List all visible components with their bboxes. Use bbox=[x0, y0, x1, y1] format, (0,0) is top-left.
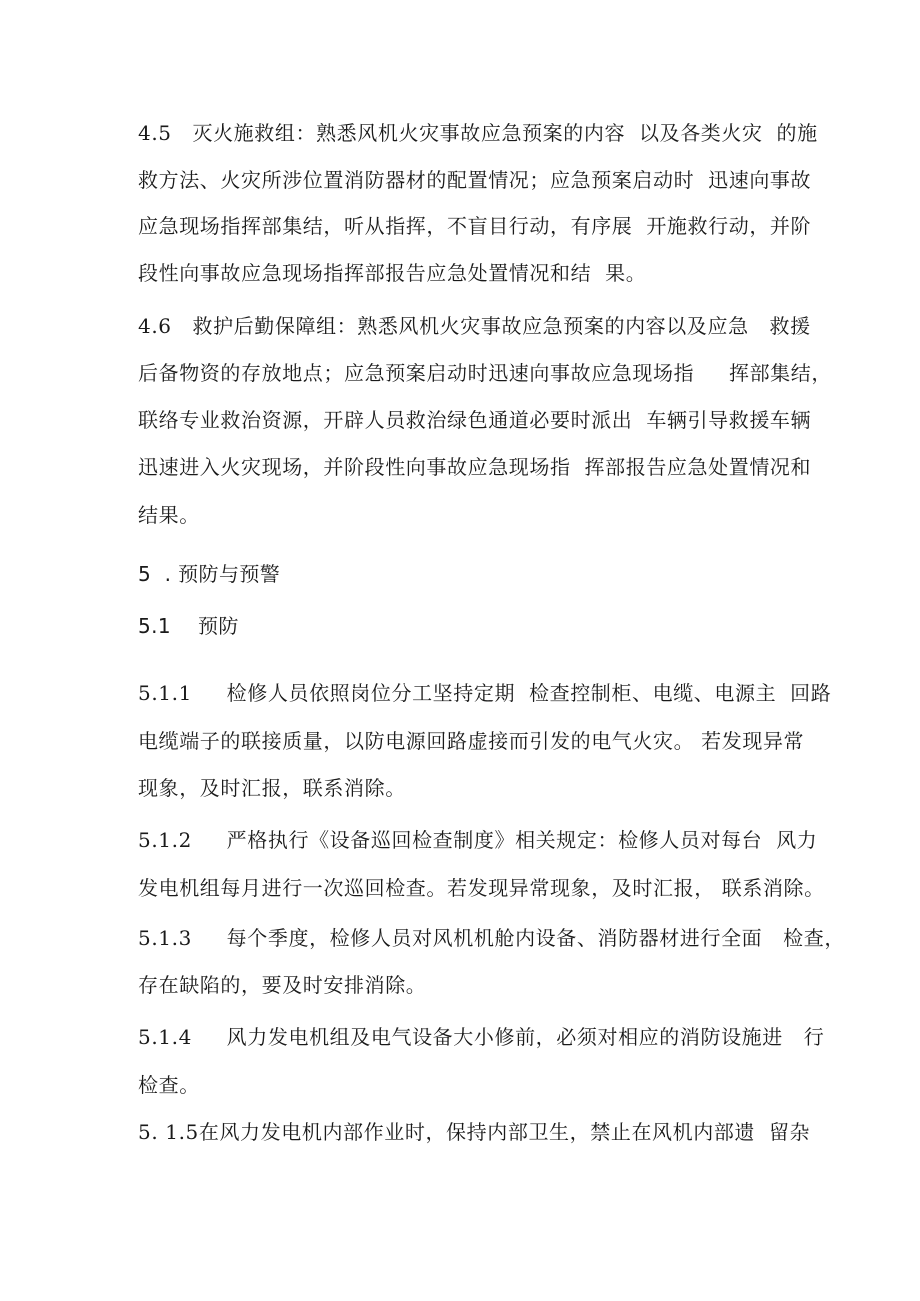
text-line: 5.1.3 每个季度，检修人员对风机机舱内设备、消防器材进行全面 检查， bbox=[138, 926, 845, 950]
text-line: 现象，及时汇报，联系消除。 bbox=[138, 776, 406, 800]
text-line: 联络专业救治资源，开辟人员救治绿色通道必要时派出 车辆引导救援车辆 bbox=[138, 408, 812, 432]
text-line: 4.5 灭火施救组：熟悉风机火灾事故应急预案的内容 以及各类火灾 的施 bbox=[138, 121, 818, 145]
text-line: 救方法、火灾所涉位置消防器材的配置情况；应急预案启动时 迅速向事故 bbox=[138, 168, 812, 192]
text-line: 检查。 bbox=[138, 1073, 200, 1097]
text-line: 5. 1.5在风力发电机内部作业时，保持内部卫生，禁止在风机内部遗 留杂 bbox=[138, 1120, 811, 1144]
text-line: 发电机组每月进行一次巡回检查。若发现异常现象，及时汇报， 联系消除。 bbox=[138, 876, 825, 900]
text-line: 应急现场指挥部集结，听从指挥，不盲目行动，有序展 开施救行动，并阶 bbox=[138, 214, 812, 238]
text-line: 5.1.4 风力发电机组及电气设备大小修前，必须对相应的消防设施进 行 bbox=[138, 1025, 825, 1049]
text-line: 4.6 救护后勤保障组：熟悉风机火灾事故应急预案的内容以及应急 救援 bbox=[138, 314, 811, 338]
text-line: 结果。 bbox=[138, 503, 200, 527]
subsection-heading: 5.1 预防 bbox=[138, 614, 239, 638]
text-line: 后备物资的存放地点；应急预案启动时迅速向事故应急现场指 挥部集结， bbox=[138, 361, 832, 385]
text-line: 迅速进入火灾现场，并阶段性向事故应急现场指 挥部报告应急处置情况和 bbox=[138, 455, 812, 479]
text-line: 5.1.2 严格执行《设备巡回检查制度》相关规定：检修人员对每台 风力 bbox=[138, 828, 818, 852]
text-line: 存在缺陷的，要及时安排消除。 bbox=[138, 973, 427, 997]
text-line: 段性向事故应急现场指挥部报告应急处置情况和结 果。 bbox=[138, 261, 647, 285]
text-line: 电缆端子的联接质量，以防电源回路虚接而引发的电气火灾。 若发现异常 bbox=[138, 729, 805, 753]
section-heading: 5 . 预防与预警 bbox=[138, 562, 281, 586]
text-line: 5.1.1 检修人员依照岗位分工坚持定期 检查控制柜、电缆、电源主 回路 bbox=[138, 681, 832, 705]
